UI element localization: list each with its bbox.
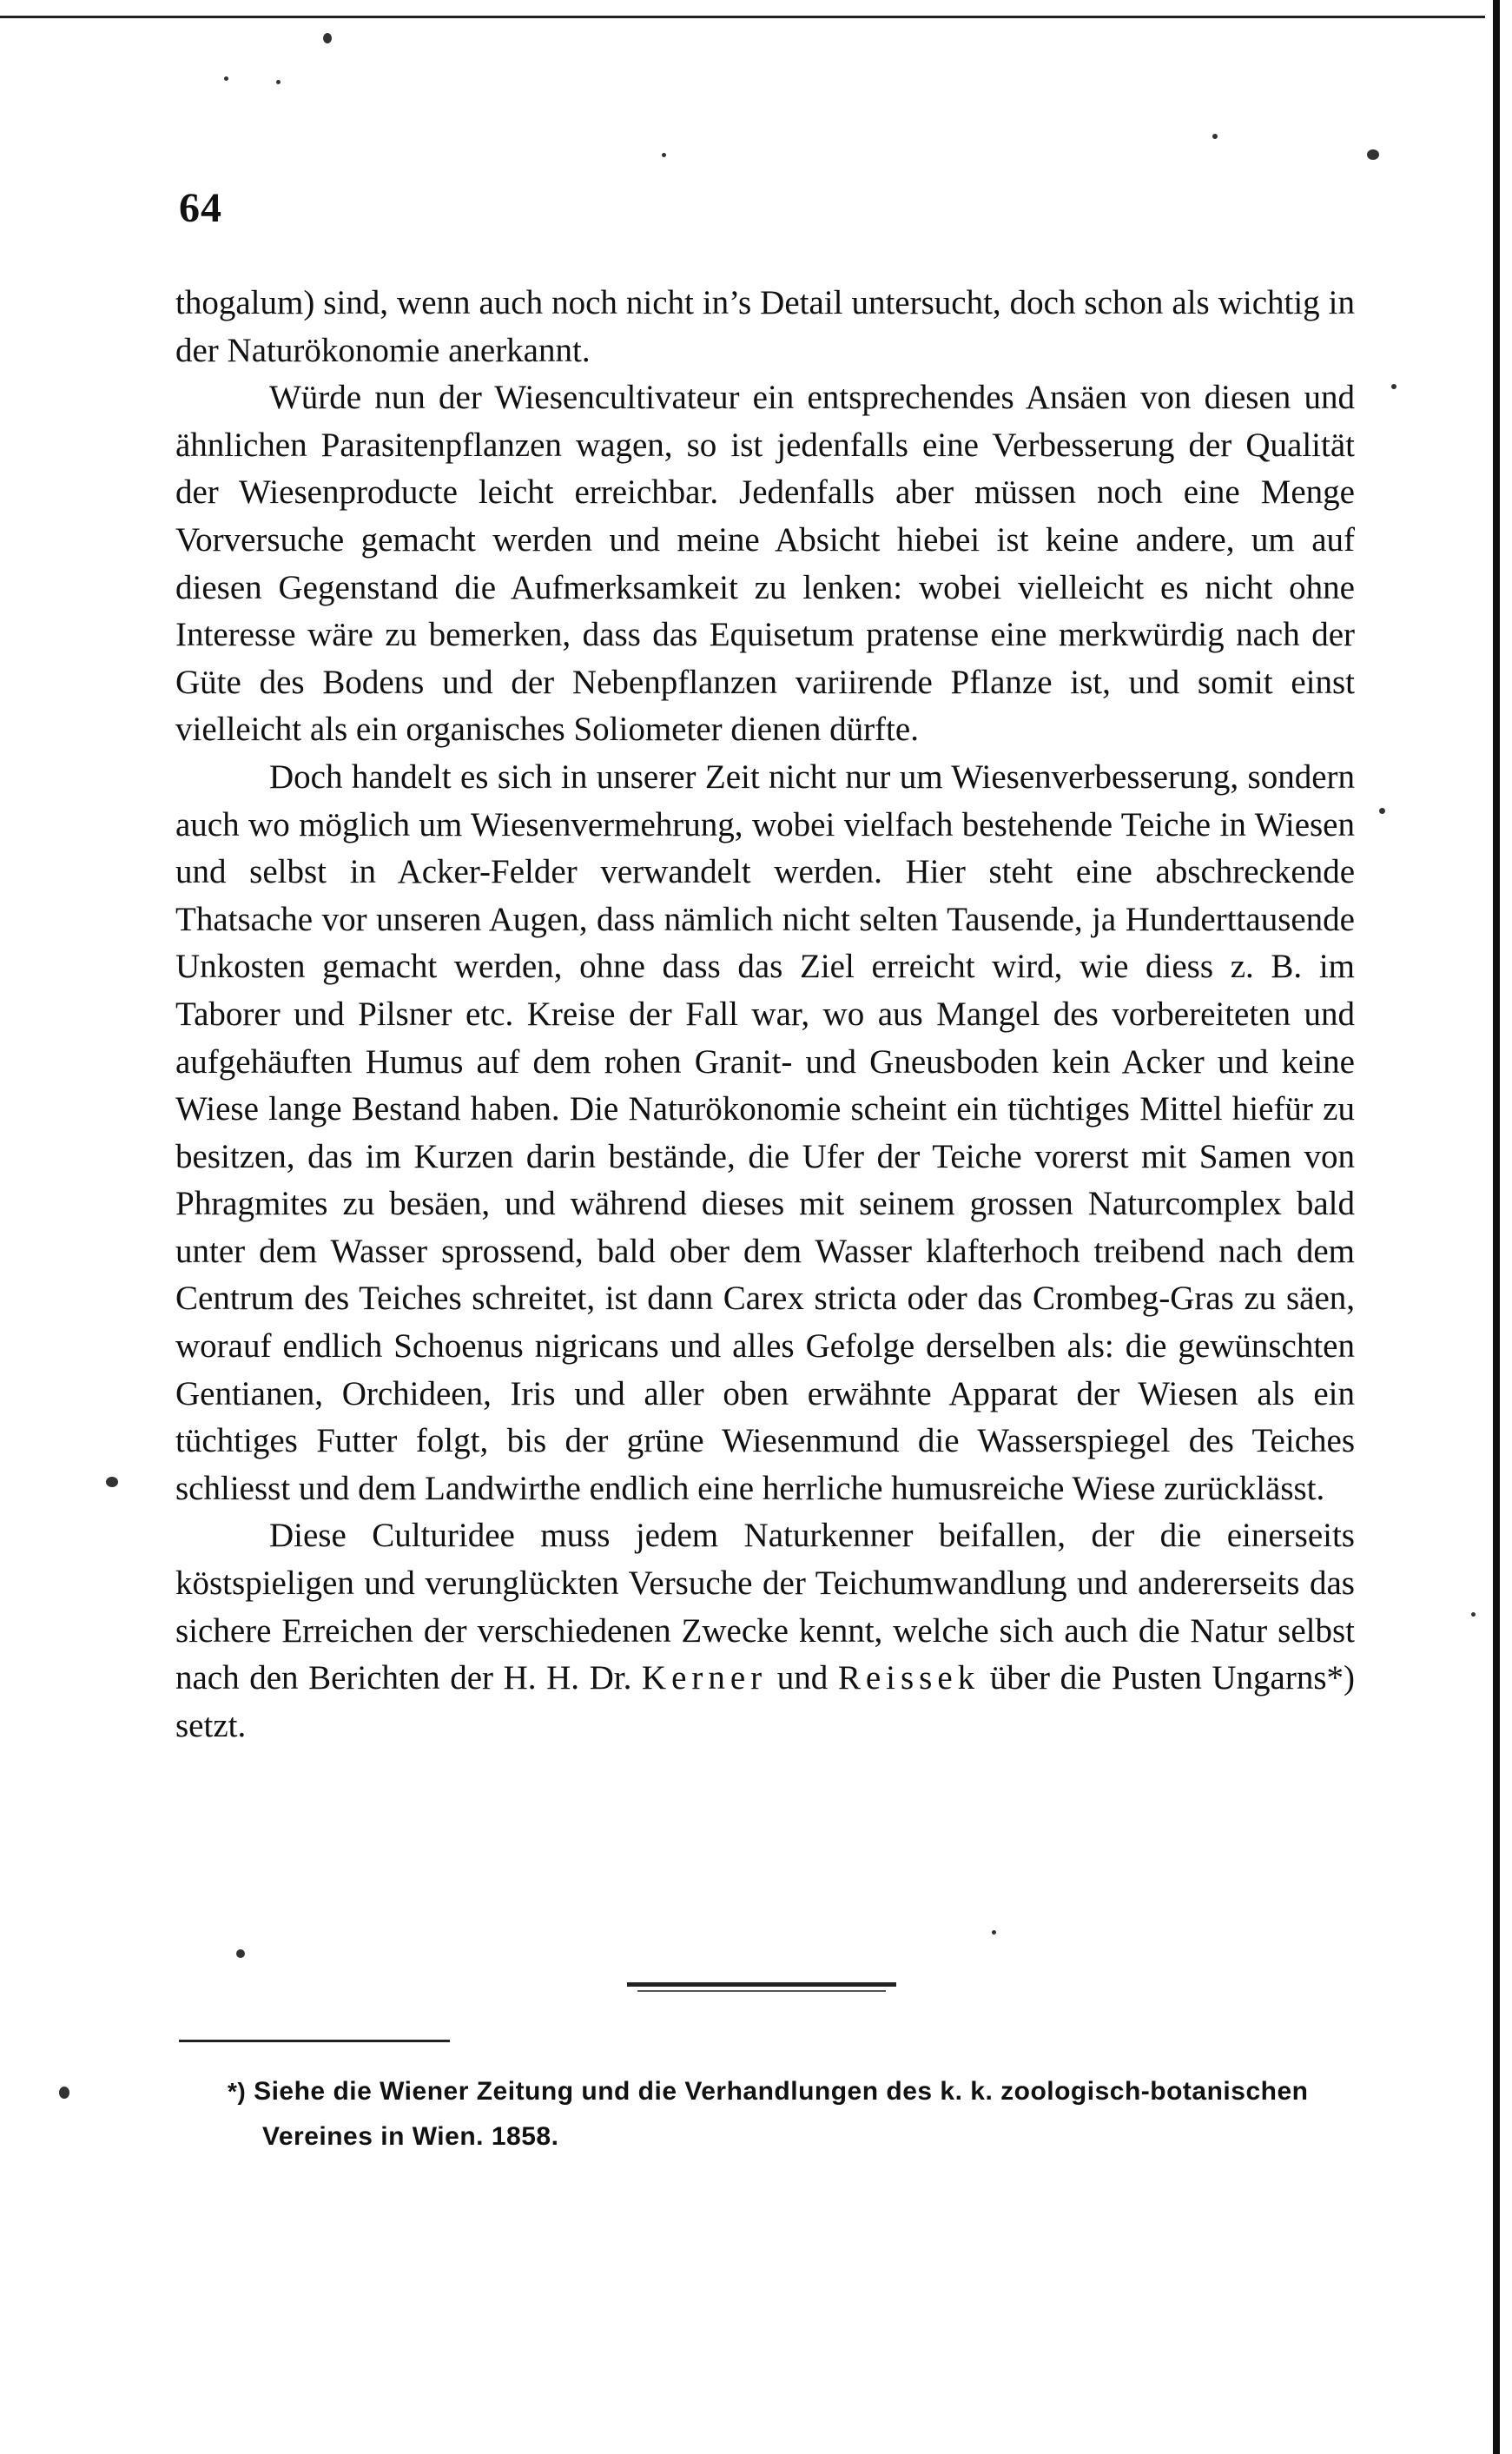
paragraph-4-text-after: über die Pusten Ungarns*) setzt. [175,1659,1356,1744]
footnote-line-1: Siehe die Wiener Zeitung und die Verhandlungen des k. k. zoologisch-botanischen [254,2077,1309,2106]
scan-speck [992,1930,996,1935]
right-page-edge [1493,0,1500,2454]
scan-speck [224,76,228,81]
author-name-kerner: Kerner [641,1659,768,1697]
footnote [228,2069,1357,2160]
paragraph-4 [175,1512,1355,1750]
paragraph-3: Doch handelt es sich in unserer Zeit nicht nur um Wiesenverbesserung, sondern auch wo möglich um Wiesenvermehrung, wobei vielfach bestehende Teiche in Wiesen und selbst in Acker-Felder verwandelt werden. Hier steht eine abschreckende Thatsache vor unseren Augen, dass nämlich nicht selten Tausende, ja Hunderttausende Unkosten gemacht werden, ohne dass das Ziel erreicht wird, wie diess z. B. im Taborer und Pilsner etc. Kreise der Fall war, wo aus Mangel des vorbereiteten und aufgehäuften Humus auf dem rohen Granit- und Gneusboden kein Acker und keine Wiese lange Bestand haben. Die Naturökonomie scheint ein tüchtiges Mittel hiefür zu besitzen, das im Kurzen darin bestände, die Ufer der Teiche vorerst mit Samen von Phragmites zu besäen, und während dieses mit seinem grossen Naturcomplex bald unter dem Wasser sprossend, bald ober dem Wasser klafterhoch treibend nach dem Centrum des Teiches schreitet, ist dann Carex stricta oder das Crombeg-Gras zu säen, worauf endlich Schoenus nigricans und alles Gefolge derselben als: die gewünschten Gentianen, Orchideen, Iris und aller oben erwähnte Apparat der Wiesen als ein tüchtiges Futter folgt, bis der grüne Wiesenmund die Wasserspiegel des Teiches schliesst und dem Landwirthe endlich eine herrliche humusreiche Wiese zurücklässt. [175,757,1355,1507]
scan-speck [59,2087,69,2099]
scan-speck [1391,384,1396,389]
scan-speck [236,1949,245,1958]
scan-speck [1379,808,1385,814]
paragraph-4-text-and: und [776,1659,829,1697]
author-name-reissek: Reissek [837,1659,980,1697]
scan-speck [1367,149,1379,160]
body-text [175,280,1355,1750]
paragraph-4-text-before: Diese Culturidee muss jedem Naturkenner beifallen, der die einerseits köstspieligen und verunglückten Versuche der Teichumwandlung und andererseits das sichere Erreichen der verschiedenen Zwecke kennt, welche sich auch die Natur selbst nach den Berichten der H. H. Dr. [175,1517,1355,1697]
footnote-line-2: Vereines in Wien. 1858. [262,2122,559,2151]
paragraph-1: thogalum) sind, wenn auch noch nicht in’s Detail untersucht, doch schon als wichtig in der Naturökonomie anerkannt. [175,284,1355,369]
section-separator [627,1982,896,1987]
scan-speck [1471,1612,1476,1617]
scan-speck [662,153,666,157]
footnote-rule [179,2040,450,2042]
scan-speck [323,33,332,43]
scan-speck [276,80,281,84]
footnote-marker: *) [228,2078,247,2105]
page-number: 64 [179,185,222,231]
paragraph-2: Würde nun der Wiesencultivateur ein entsprechendes Ansäen von diesen und ähnlichen Parasitenpflanzen wagen, so ist jedenfalls eine Verbesserung der Qualität der Wiesenproducte leicht erreichbar. Jedenfalls aber müssen noch eine Menge Vorversuche gemacht werden und meine Absicht hiebei ist keine andere, um auf diesen Gegenstand die Aufmerksamkeit zu lenken: wobei vielleicht es nicht ohne Interesse wäre zu bemerken, dass das Equisetum pratense eine merkwürdig nach der Güte des Bodens und der Nebenpflanzen variirende Pflanze ist, und somit einst vielleicht als ein organisches Soliometer dienen dürfte. [175,379,1355,749]
scan-speck [106,1477,118,1487]
top-border-line [0,16,1485,18]
scan-speck [1212,134,1218,139]
